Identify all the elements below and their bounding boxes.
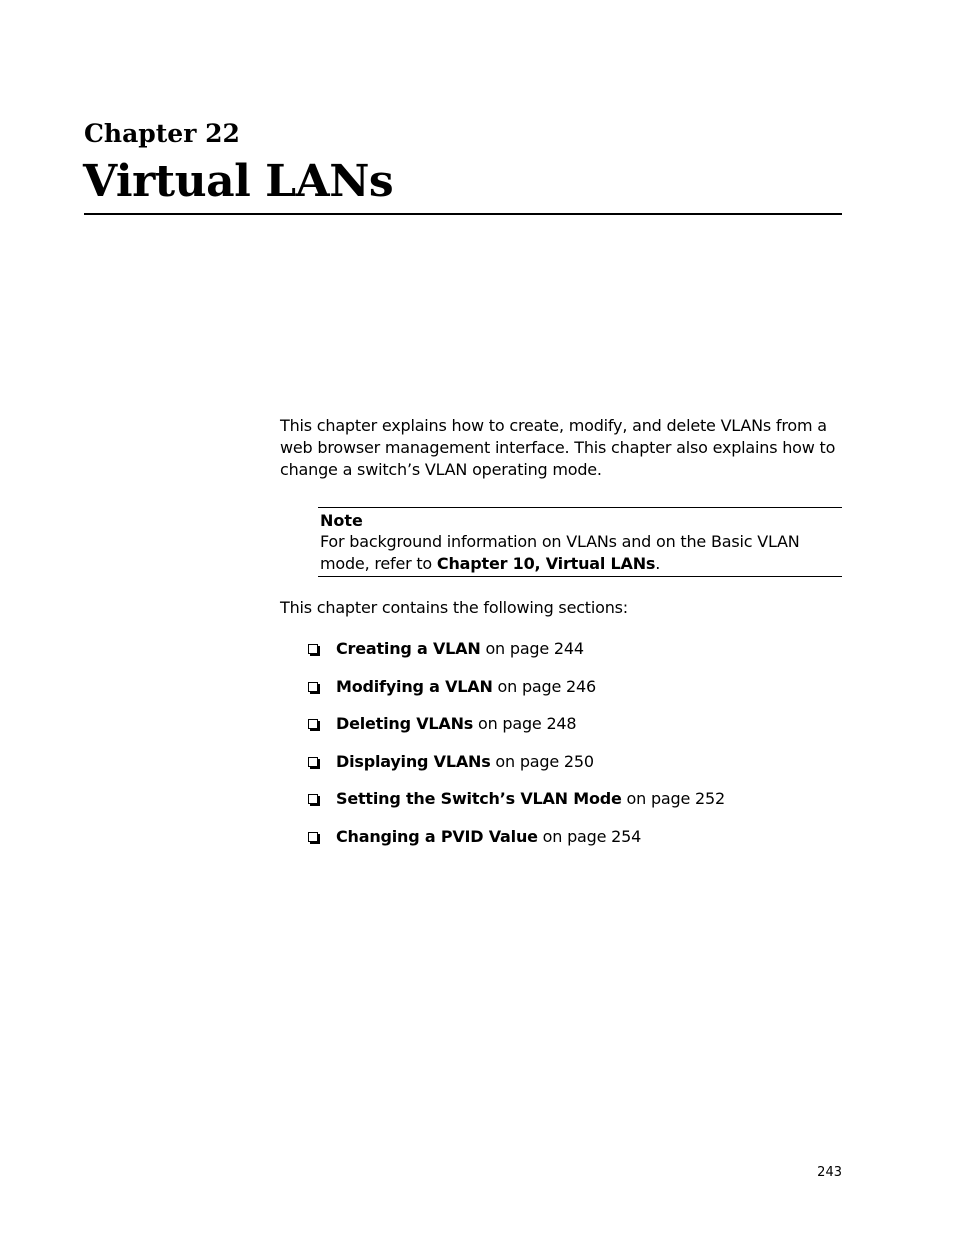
section-page: on page 244: [480, 639, 584, 658]
section-link[interactable]: Displaying VLANs: [336, 751, 491, 771]
section-entry: [336, 751, 594, 773]
chapter-label: Chapter 22: [84, 119, 240, 148]
checkbox-icon: [308, 719, 318, 729]
section-entry: [336, 676, 596, 698]
checkbox-icon: [308, 682, 318, 692]
intro-paragraph: This chapter explains how to create, modify, and delete VLANs from a web browser management interface. This chapter also explains how to change a switch’s VLAN operating mode.: [280, 416, 836, 479]
section-link[interactable]: Setting the Switch’s VLAN Mode: [336, 789, 622, 808]
section-page: on page 248: [473, 714, 577, 733]
note-text-end: .: [655, 554, 661, 573]
section-link[interactable]: Modifying a VLAN: [336, 676, 493, 696]
page-number: 243: [817, 1165, 842, 1180]
section-page: on page 250: [490, 751, 594, 771]
section-entry: [336, 788, 725, 810]
note-text: For background information on VLANs and on the Basic VLAN mode, refer to: [320, 532, 800, 573]
note-heading: Note: [320, 511, 363, 530]
section-page: on page 252: [621, 789, 725, 808]
sections-intro: This chapter contains the following sections:: [280, 598, 628, 617]
note-reference: Chapter 10, Virtual LANs: [436, 554, 656, 573]
note-body: [320, 531, 842, 575]
section-entry: [336, 713, 576, 735]
checkbox-icon: [308, 757, 318, 767]
checkbox-icon: [308, 794, 318, 804]
checkbox-icon: [308, 644, 318, 654]
checkbox-icon: [308, 832, 318, 842]
title-rule: [84, 213, 842, 215]
section-entry: [336, 638, 584, 660]
section-entry: [336, 826, 641, 848]
section-link[interactable]: Deleting VLANs: [336, 714, 474, 733]
section-link[interactable]: Changing a PVID Value: [336, 826, 538, 846]
section-page: on page 254: [537, 826, 642, 846]
chapter-title: Virtual LANs: [83, 156, 394, 207]
note-box: [318, 507, 842, 577]
section-page: on page 246: [492, 676, 596, 696]
section-link[interactable]: Creating a VLAN: [336, 639, 481, 658]
